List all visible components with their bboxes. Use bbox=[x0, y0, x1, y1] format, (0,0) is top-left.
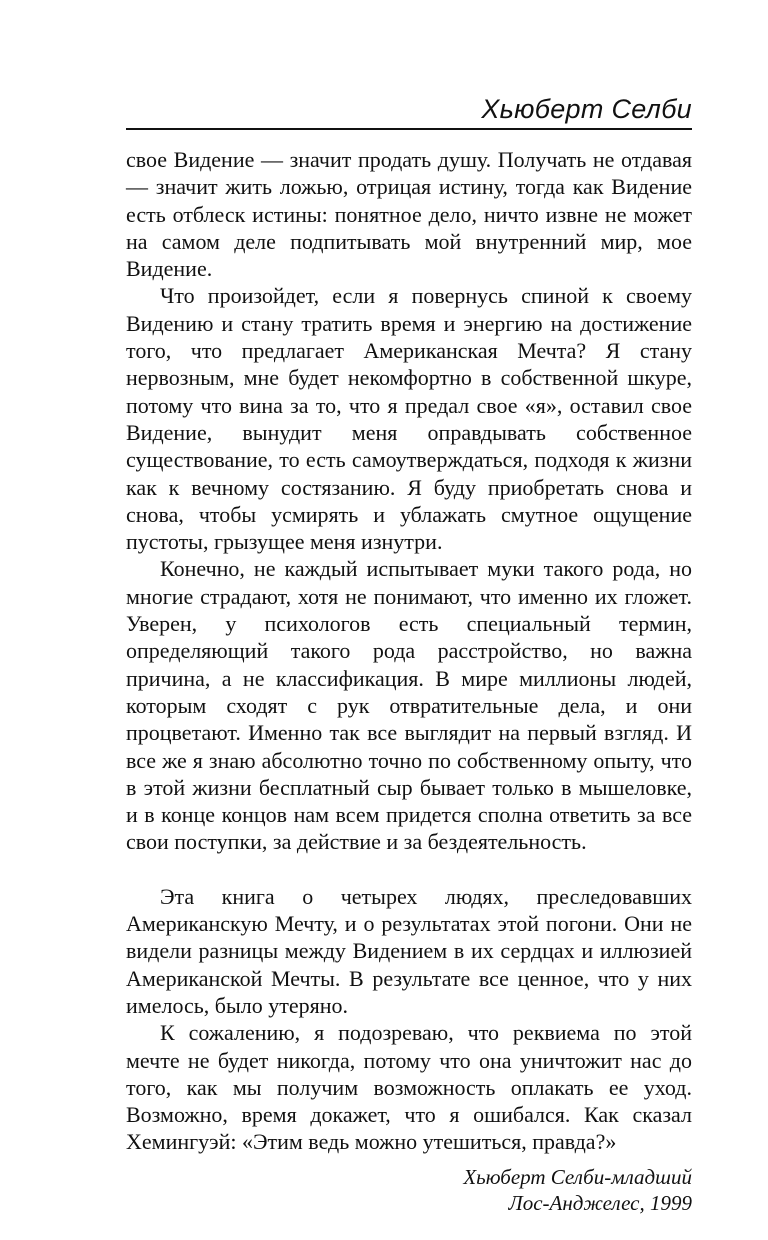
signature-author: Хьюберт Селби-младший bbox=[463, 1164, 692, 1189]
running-title: Хьюберт Селби bbox=[481, 94, 692, 124]
paragraph: Что произойдет, если я повернусь спиной к своему Видению и стану тратить время и энергию на достижение того, что предлагает Американская Мечта? Я стану нервозным, мне будет некомфортно в собственной шкуре, потому что вина за то, что я предал свое «я», оставил свое Видение, вынудит меня оправдывать собственное существование, то есть самоутверждаться, подходя к жизни как к вечному состязанию. Я буду приобретать снова и снова, чтобы усмирять и ублажать смутное ощущение пустоты, грызущее меня изнутри. bbox=[126, 283, 692, 555]
body-text bbox=[126, 146, 692, 1216]
signature-block bbox=[126, 1164, 692, 1216]
signature-place-year: Лос-Анджелес, 1999 bbox=[508, 1190, 692, 1215]
paragraph-continued: свое Видение — значит продать душу. Получать не отдавая — значит жить ложью, отрицая истину, тогда как Видение есть отблеск истины: понятное дело, ничто извне не может на самом деле подпитывать мой внутренний мир, мое Видение. bbox=[126, 147, 692, 282]
paragraph: Конечно, не каждый испытывает муки такого рода, но многие страдают, хотя не понимают, что именно их гложет. Уверен, у психологов есть специальный термин, определяющий такого рода расстройство, но важна причина, а не классификация. В мире миллионы людей, которым сходят с рук отвратительные дела, и они процветают. Именно так все выглядит на первый взгляд. И все же я знаю абсолютно точно по собственному опыту, что в этой жизни бесплатный сыр бывает только в мышеловке, и в конце концов нам всем придется сполна ответить за все свои поступки, за действие и за бездеятельность. bbox=[126, 556, 692, 855]
paragraph: К сожалению, я подозреваю, что реквиема по этой мечте не будет никогда, потому что она уничтожит нас до того, как мы получим возможность оплакать ее уход. Возможно, время докажет, что я ошибался. Как сказал Хемингуэй: «Этим ведь можно утешиться, правда?» bbox=[126, 1020, 692, 1155]
section-gap bbox=[126, 856, 692, 883]
header-rule bbox=[126, 128, 692, 130]
paragraph: Эта книга о четырех людях, преследовавших Американскую Мечту, и о результатах этой погони. Они не видели разницы между Видением в их сердцах и иллюзией Американской Мечты. В результате все ценное, что у них имелось, было утеряно. bbox=[126, 883, 692, 1018]
